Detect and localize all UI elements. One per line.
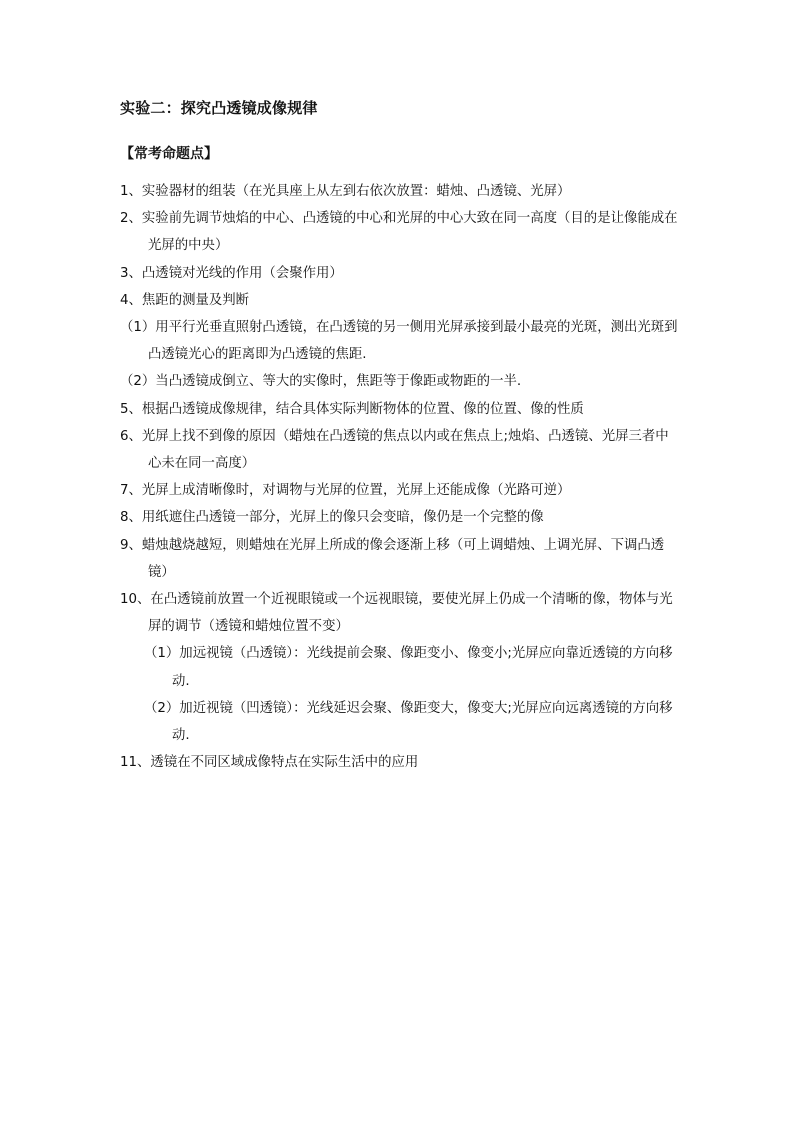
list-item: 4、焦距的测量及判断 bbox=[120, 292, 250, 308]
page-title: 实验二：探究凸透镜成像规律 bbox=[120, 99, 318, 117]
list-item: 3、凸透镜对光线的作用（会聚作用） bbox=[120, 265, 343, 281]
list-item: 7、光屏上成清晰像时，对调物与光屏的位置，光屏上还能成像（光路可逆） bbox=[120, 483, 571, 499]
list-subitem: （2）加近视镜（凹透镜）：光线延迟会聚、像距变大，像变大;光屏应向远离透镜的方向移动. bbox=[144, 700, 673, 744]
section-heading: 【常考命题点】 bbox=[120, 146, 218, 162]
list-item: 5、根据凸透镜成像规律，结合具体实际判断物体的位置、像的位置、像的性质 bbox=[120, 401, 584, 417]
list-item: 9、蜡烛越烧越短，则蜡烛在光屏上所成的像会逐渐上移（可上调蜡烛、上调光屏、下调凸透镜） bbox=[120, 537, 665, 580]
list-item: 8、用纸遮住凸透镜一部分，光屏上的像只会变暗，像仍是一个完整的像 bbox=[120, 510, 544, 526]
list-item: 6、光屏上找不到像的原因（蜡烛在凸透镜的焦点以内或在焦点上;烛焰、凸透镜、光屏三者中心未在同一高度） bbox=[120, 428, 669, 472]
list-item: 10、在凸透镜前放置一个近视眼镜或一个远视眼镜，要使光屏上仍成一个清晰的像，物体与光屏的调节（透镜和蜡烛位置不变） bbox=[120, 592, 673, 635]
list-subitem: （1）用平行光垂直照射凸透镜，在凸透镜的另一侧用光屏承接到最小最亮的光斑，测出光斑到凸透镜光心的距离即为凸透镜的焦距. bbox=[120, 320, 678, 363]
list-item: 2、实验前先调节烛焰的中心、凸透镜的中心和光屏的中心大致在同一高度（目的是让像能成在光屏的中央） bbox=[120, 211, 678, 254]
list-subitem: （1）加远视镜（凸透镜）：光线提前会聚、像距变小、像变小;光屏应向靠近透镜的方向移动. bbox=[144, 646, 673, 689]
list-item: 11、透镜在不同区域成像特点在实际生活中的应用 bbox=[120, 755, 419, 771]
document-body bbox=[120, 178, 680, 776]
list-subitem: （2）当凸透镜成倒立、等大的实像时，焦距等于像距或物距的一半. bbox=[120, 374, 522, 390]
list-item: 1、实验器材的组装（在光具座上从左到右依次放置：蜡烛、凸透镜、光屏） bbox=[120, 184, 571, 199]
